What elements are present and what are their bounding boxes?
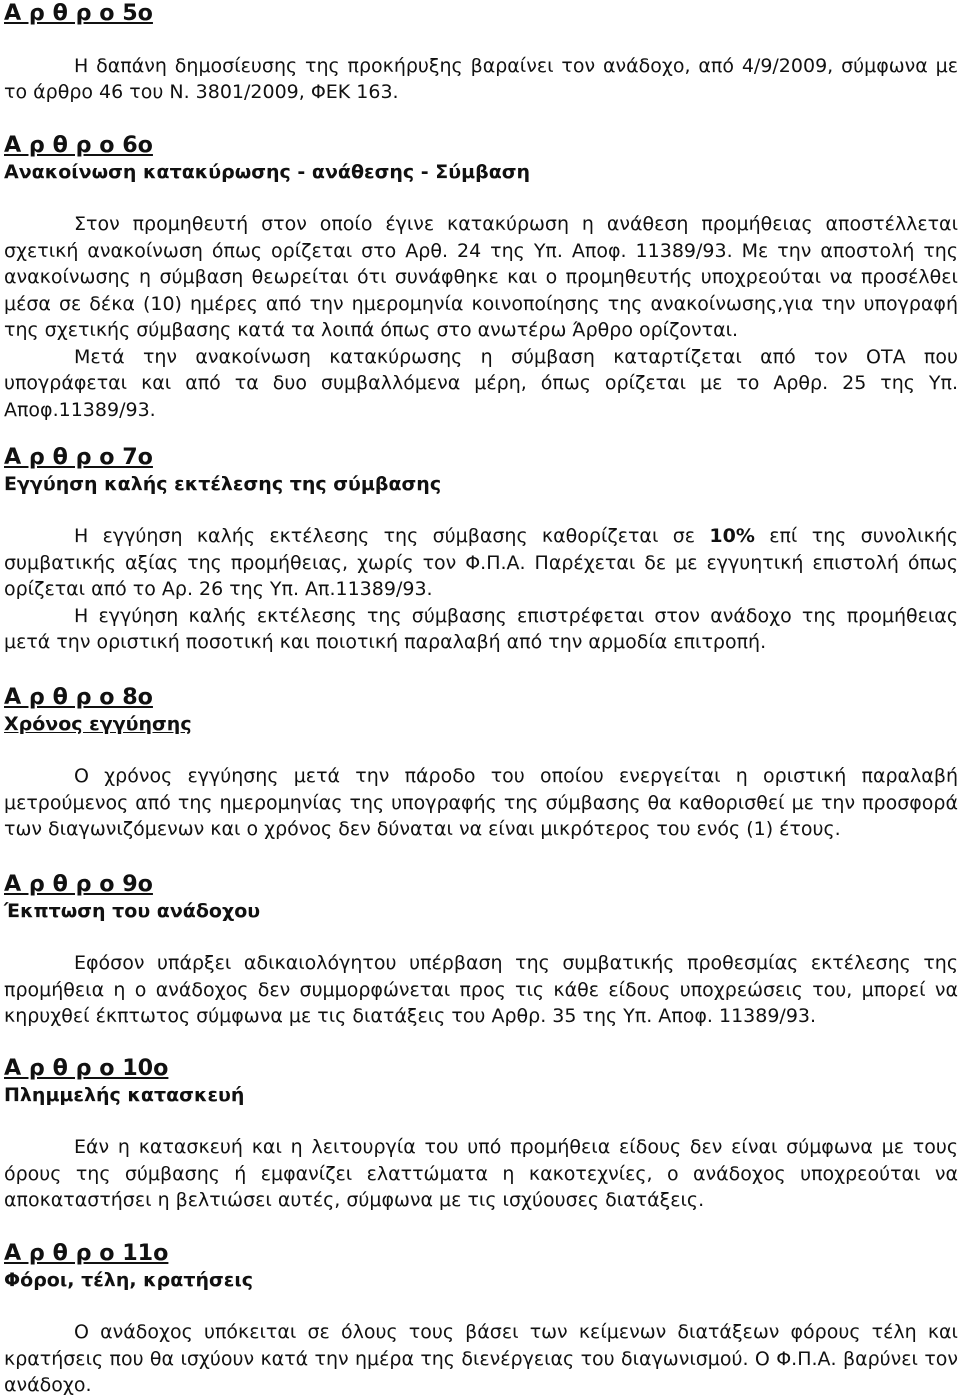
article-heading: Α ρ θ ρ ο 11ο (4, 1240, 169, 1266)
article-6 (4, 132, 958, 423)
article-heading: Α ρ θ ρ ο 10ο (4, 1055, 169, 1081)
article-title: Έκπτωση του ανάδοχου (4, 899, 261, 922)
article-paragraph: Η εγγύηση καλής εκτέλεσης της σύμβασης επιστρέφεται στον ανάδοχο της προμήθειας μετά την οριστική ποσοτική και ποιοτική παραλαβή από την αρμοδία επιτροπή. (4, 604, 958, 653)
article-5 (4, 0, 958, 106)
article-9 (4, 871, 958, 1030)
article-paragraph: Μετά την ανακοίνωση κατακύρωσης η σύμβαση καταρτίζεται από τον ΟΤΑ που υπογράφεται και από τα δυο συμβαλλόμενα μέρη, όπως ορίζεται με το Αρθρ. 25 της Υπ. Αποφ.11389/93. (4, 345, 958, 421)
article-paragraph: Η δαπάνη δημοσίευσης της προκήρυξης βαραίνει τον ανάδοχο, από 4/9/2009, σύμφωνα με το άρθρο 46 του Ν. 3801/2009, ΦΕΚ 163. (4, 54, 958, 103)
article-paragraph: Στον προμηθευτή στον οποίο έγινε κατακύρωση η ανάθεση προμήθειας αποστέλλεται σχετική ανακοίνωση όπως ορίζεται στο Αρθ. 24 της Υπ. Αποφ. 11389/93. Με την αποστολή της ανακοίνωσης η σύμβαση θεωρείται ότι συνάφθηκε και ο προμηθευτής υποχρεούται να προσέλθει μέσα σε δέκα (10) ημέρες από την ημερομηνία κοινοποίησης της ανακοίνωσης,για την υπογραφή της σχετικής σύμβασης κατά τα λοιπά όπως στο ανωτέρω Άρθρο ορίζονται. (4, 213, 958, 341)
article-title: Φόροι, τέλη, κρατήσεις (4, 1268, 254, 1291)
article-paragraph: Ο ανάδοχος υπόκειται σε όλους τους βάσει των κείμενων διατάξεων φόρους τέλη και κρατήσεις που θα ισχύουν κατά την ημέρα της διενέργειας του διαγωνισμού. Ο Φ.Π.Α. βαρύνει τον ανάδοχο. (4, 1321, 958, 1396)
article-heading: Α ρ θ ρ ο 7ο (4, 444, 153, 470)
article-title: Πλημμελής κατασκευή (4, 1083, 245, 1106)
article-11 (4, 1240, 958, 1399)
article-paragraph: Ο χρόνος εγγύησης μετά την πάροδο του οποίου ενεργείται η οριστική παραλαβή μετρούμενος από της ημερομηνίας της υπογραφής της σύμβασης θα καθορισθεί με την προσφορά των διαγωνιζόμενων και ο χρόνος δεν δύναται να είναι μικρότερος του ενός (1) έτους. (4, 765, 958, 840)
percentage-value: 10% (709, 525, 755, 547)
paragraph-text: Η εγγύηση καλής εκτέλεσης της σύμβασης καθορίζεται σε (74, 525, 710, 547)
article-10 (4, 1055, 958, 1214)
article-heading: Α ρ θ ρ ο 9ο (4, 871, 153, 897)
article-heading: Α ρ θ ρ ο 8ο (4, 684, 153, 710)
article-paragraph: Εφόσον υπάρξει αδικαιολόγητου υπέρβαση της συμβατικής προθεσμίας εκτέλεσης της προμήθεια η ο ανάδοχος δεν συμμορφώνεται προς τις κάθε είδους υποχρεώσεις του, μπορεί να κηρυχθεί έκπτωτος σύμφωνα με τις διατάξεις του Αρθρ. 35 της Υπ. Αποφ. 11389/93. (4, 952, 958, 1027)
article-paragraph (4, 523, 958, 603)
article-paragraph: Εάν η κατασκευή και η λειτουργία του υπό προμήθεια είδους δεν είναι σύμφωνα με τους όρους της σύμβασης ή εμφανίζει ελαττώματα η κακοτεχνίες, ο ανάδοχος υποχρεούται να αποκαταστήσει η βελτιώσει αυτές, σύμφωνα με τις ισχύουσες διατάξεις. (4, 1136, 958, 1211)
article-title: Ανακοίνωση κατακύρωσης - ανάθεσης - Σύμβαση (4, 160, 531, 183)
article-title: Εγγύηση καλής εκτέλεσης της σύμβασης (4, 472, 442, 495)
paragraph-text: επί της συνολικής συμβατικής αξίας της προμήθειας, χωρίς τον Φ.Π.Α. Παρέχεται δε με εγγυητική επιστολή όπως ορίζεται από το Αρ. 26 της Υπ. Απ.11389/93. (4, 525, 959, 600)
article-8 (4, 684, 958, 843)
article-title: Χρόνος εγγύησης (4, 712, 192, 735)
article-7 (4, 444, 958, 656)
article-heading: Α ρ θ ρ ο 6ο (4, 132, 153, 158)
article-heading: Α ρ θ ρ ο 5ο (4, 0, 153, 26)
